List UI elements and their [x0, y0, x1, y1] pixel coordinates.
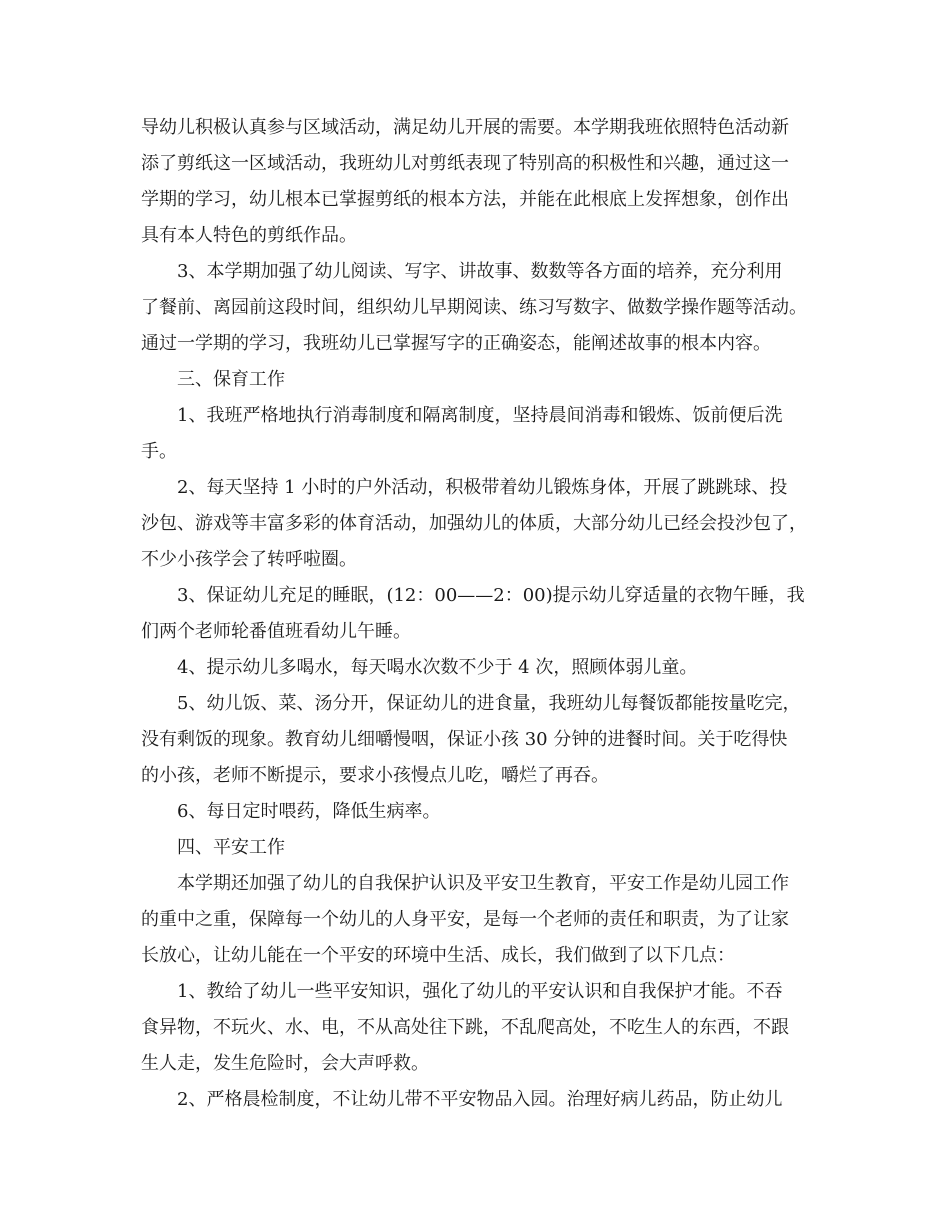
text-line: 2、每天坚持 1 小时的户外活动，积极带着幼儿锻炼身体，开展了跳跳球、投 [177, 477, 788, 498]
text-line: 1、教给了幼儿一些平安知识，强化了幼儿的平安认识和自我保护才能。不吞 [177, 981, 783, 1002]
section-heading: 三、保育工作 [177, 369, 285, 390]
text-line: 1、我班严格地执行消毒制度和隔离制度，坚持晨间消毒和锻炼、饭前便后洗 [177, 405, 783, 426]
text-line: 沙包、游戏等丰富多彩的体育活动，加强幼儿的体质，大部分幼儿已经会投沙包了， [141, 513, 807, 534]
text-line: 生人走，发生危险时，会大声呼救。 [141, 1053, 429, 1074]
text-line: 通过一学期的学习，我班幼儿已掌握写字的正确姿态，能阐述故事的根本内容。 [141, 333, 771, 354]
text-line: 的重中之重，保障每一个幼儿的人身平安，是每一个老师的责任和职责，为了让家 [141, 909, 789, 930]
text-line: 长放心，让幼儿能在一个平安的环境中生活、成长，我们做到了以下几点： [141, 945, 735, 966]
text-line: 导幼儿积极认真参与区域活动，满足幼儿开展的需要。本学期我班依照特色活动新 [141, 117, 789, 138]
text-line: 没有剩饭的现象。教育幼儿细嚼慢咽，保证小孩 30 分钟的进餐时间。关于吃得快 [141, 729, 788, 750]
text-line: 不少小孩学会了转呼啦圈。 [141, 549, 357, 570]
text-line: 们两个老师轮番值班看幼儿午睡。 [141, 621, 411, 642]
text-line: 5、幼儿饭、菜、汤分开，保证幼儿的进食量，我班幼儿每餐饭都能按量吃完， [177, 693, 801, 714]
text-line: 的小孩，老师不断提示，要求小孩慢点儿吃，嚼烂了再吞。 [141, 765, 609, 786]
text-line: 手。 [141, 441, 177, 462]
text-line: 2、严格晨检制度，不让幼儿带不平安物品入园。治理好病儿药品，防止幼儿 [177, 1089, 783, 1110]
text-line: 4、提示幼儿多喝水，每天喝水次数不少于 4 次，照顾体弱儿童。 [177, 657, 698, 678]
text-line: 学期的学习，幼儿根本已掌握剪纸的根本方法，并能在此根底上发挥想象，创作出 [141, 189, 789, 210]
text-line: 6、每日定时喂药，降低生病率。 [177, 801, 441, 822]
section-heading: 四、平安工作 [177, 837, 285, 858]
text-line: 具有本人特色的剪纸作品。 [141, 225, 357, 246]
text-line: 食异物，不玩火、水、电，不从高处往下跳，不乱爬高处，不吃生人的东西，不跟 [141, 1017, 789, 1038]
text-line: 本学期还加强了幼儿的自我保护认识及平安卫生教育，平安工作是幼儿园工作 [177, 873, 789, 894]
text-line: 添了剪纸这一区域活动，我班幼儿对剪纸表现了特别高的积极性和兴趣，通过这一 [141, 153, 789, 174]
text-line: 了餐前、离园前这段时间，组织幼儿早期阅读、练习写数字、做数学操作题等活动。 [141, 297, 807, 318]
text-line: 3、本学期加强了幼儿阅读、写字、讲故事、数数等各方面的培养，充分利用 [177, 261, 783, 282]
text-line: 3、保证幼儿充足的睡眠，(12：00——2：00)提示幼儿穿适量的衣物午睡，我 [177, 585, 805, 606]
